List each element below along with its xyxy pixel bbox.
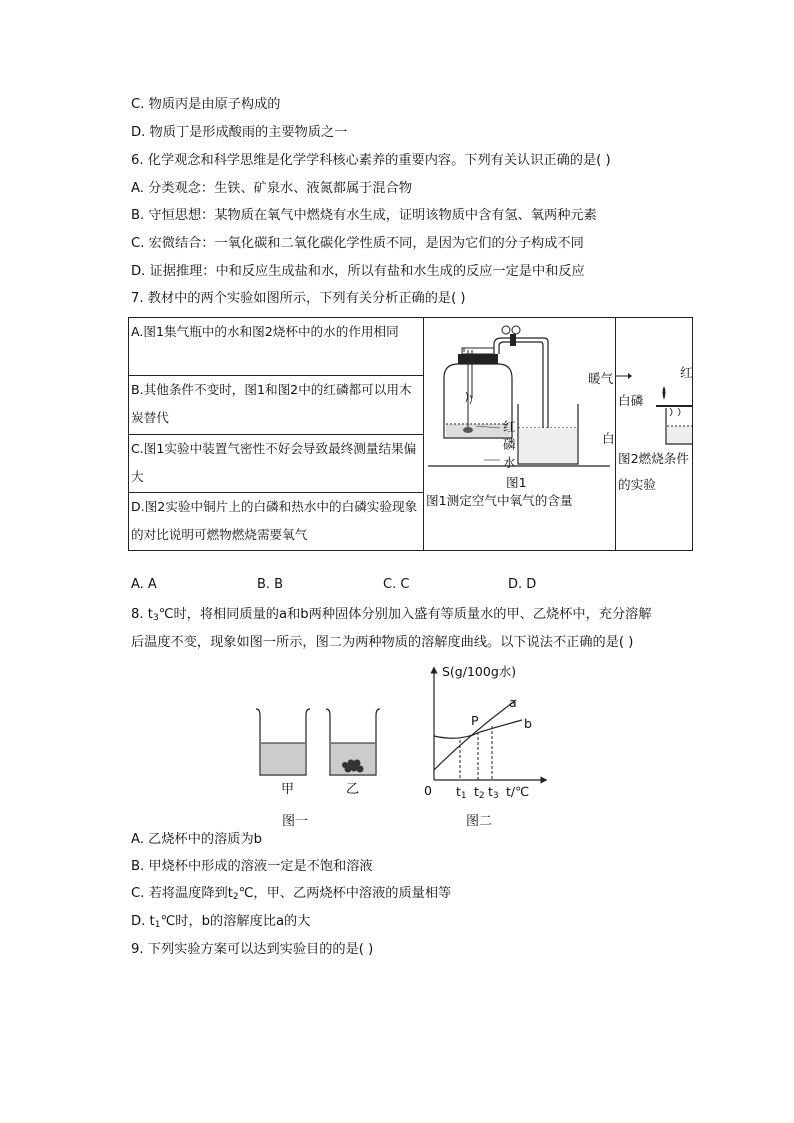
fig2-label-bai: 白 [602,431,615,446]
q6-option-a: A. 分类观念：生铁、矿泉水、液氮都属于混合物 [131,181,412,196]
q8-option-b: B. 甲烧杯中形成的溶液一定是不饱和溶液 [131,859,373,874]
tick-t3: $t_3$ [488,784,499,801]
fig1-label-hong: 红 [503,419,516,434]
fig2-label-hong: 红 [680,365,693,380]
fig2-caption: 图2燃烧条件的实验 [618,451,689,492]
choice-b: B. B [257,577,284,592]
beaker-yi-label: 乙 [346,782,360,797]
q8-option-d: D. $t_1℃$时，b的溶解度比a的大 [131,914,311,930]
chart-ylabel: S(g/100g水) [442,664,517,679]
option-line: C. 物质丙是由原子构成的 [131,97,281,112]
curve-a [434,700,516,770]
tick-t2: $t_2$ [474,784,485,801]
q7-option-c: C.图1实验中装置气密性不好会导致最终测量结果偏大 [129,434,424,492]
fig1-caption: 图1测定空气中氧气的含量 [426,493,573,508]
figure-2-apparatus [616,318,692,546]
question-6-stem: 6. 化学观念和科学思维是化学学科核心素养的重要内容。下列有关认识正确的是( ) [131,153,611,168]
curve-b-label: b [524,716,532,731]
question-7-stem: 7. 教材中的两个实验如图所示，下列有关分析正确的是( ) [131,291,466,306]
fig2-label-baili: 白磷 [618,393,644,408]
q8-option-c: C. 若将温度降到$t_2℃$，甲、乙两烧杯中溶液的质量相等 [131,886,452,902]
fig1-label: 图1 [506,475,527,490]
chart-origin: 0 [424,783,432,798]
figure-2-cell [588,318,693,551]
fig1-label-lin: 磷 [503,437,516,452]
fig2-label-nuanqi: 暖气 [588,371,614,386]
q6-option-c: C. 宏微结合：一氧化碳和二氧化碳化学性质不同，是因为它们的分子构成不同 [131,236,584,251]
figure-two-caption: 图二 [466,814,493,829]
figure-1-cell [424,318,616,551]
chart-xlabel: t/℃ [506,784,530,799]
option-line: D. 物质丁是形成酸雨的主要物质之一 [131,125,348,140]
curve-a-label: a [509,695,517,710]
q7-option-b: B.其他条件不变时，图1和图2中的红磷都可以用木炭替代 [129,376,424,434]
choice-c: C. C [383,577,410,592]
q6-option-b: B. 守恒思想：某物质在氧气中燃烧有水生成，证明该物质中含有氢、氧两种元素 [131,208,597,223]
q6-option-d: D. 证据推理：中和反应生成盐和水，所以有盐和水生成的反应一定是中和反应 [131,264,585,279]
q7-option-d: D.图2实验中铜片上的白磷和热水中的白磷实验现象的对比说明可燃物燃烧需要氧气 [129,492,424,550]
fig1-label-water: 水 [503,455,516,470]
beaker-jia-label: 甲 [281,782,295,797]
tick-t1: $t_1$ [456,784,467,801]
q7-option-a: A.图1集气瓶中的水和图2烧杯中的水的作用相同 [129,318,424,376]
figure-one-caption: 图一 [282,814,309,829]
q8-option-a: A. 乙烧杯中的溶质为b [131,832,263,847]
choice-d: D. D [508,577,537,592]
choice-a: A. A [131,577,157,592]
q8-figure-one [250,705,390,785]
question-9-stem: 9. 下列实验方案可以达到实验目的的是( ) [131,942,374,957]
q7-table [128,317,693,551]
question-8-stem-line2: 后温度不变，现象如图一所示，图二为两种物质的溶解度曲线。以下说法不正确的是( ) [131,635,634,650]
point-p-label: P [471,713,479,728]
question-8-stem-line1: 8. $t_3℃$时，将相同质量的a和b两种固体分别加入盛有等质量水的甲、乙烧杯中，充分溶解 [131,607,652,623]
figure-1-apparatus [424,318,615,546]
